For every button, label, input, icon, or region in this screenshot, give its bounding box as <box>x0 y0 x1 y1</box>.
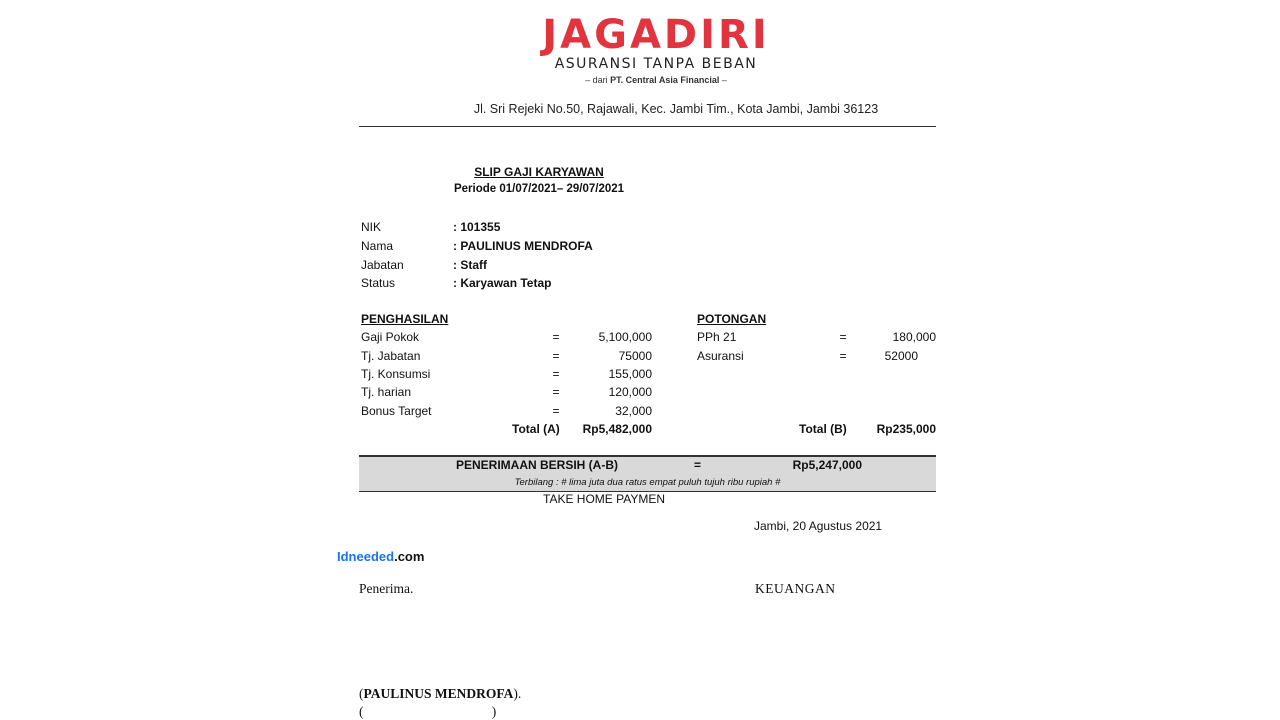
receiver-name: PAULINUS MENDROFA <box>363 686 514 701</box>
deduction-amount-pph21: 180,000 <box>892 330 936 344</box>
byline-company: PT. Central Asia Financial <box>610 75 720 85</box>
info-value-nik: : 101355 <box>453 220 501 234</box>
net-pay-amount: Rp5,247,000 <box>792 458 862 472</box>
income-amount-tj-harian: 120,000 <box>608 385 652 399</box>
income-amount-bonus-target: 32,000 <box>615 404 652 418</box>
income-amount-tj-konsumsi: 155,000 <box>608 367 652 381</box>
deduction-label-pph21: PPh 21 <box>697 330 737 344</box>
byline-suffix: – <box>719 75 727 85</box>
slip-period: Periode 01/07/2021– 29/07/2021 <box>453 183 625 195</box>
income-label-tj-jabatan: Tj. Jabatan <box>361 349 421 363</box>
terbilang-text: Terbilang : # lima juta dua ratus empat puluh tujuh ribu rupiah # <box>514 477 781 488</box>
income-label-bonus-target: Bonus Target <box>361 404 432 418</box>
header-divider <box>359 126 936 127</box>
finance-label: KEUANGAN <box>755 581 836 596</box>
income-eq: = <box>552 330 560 344</box>
income-label-gaji-pokok: Gaji Pokok <box>361 330 420 344</box>
receiver-label: Penerima. <box>359 581 414 596</box>
company-logo: JAGADIRI <box>542 12 770 58</box>
info-label-nik: NIK <box>361 220 382 234</box>
site-watermark <box>337 549 424 564</box>
net-pay-label: PENERIMAAN BERSIH (A-B) <box>456 458 618 472</box>
income-eq: = <box>552 385 560 399</box>
deduction-amount-asuransi: 52000 <box>884 349 918 363</box>
net-pay-eq: = <box>694 458 702 472</box>
deductions-heading: POTONGAN <box>697 312 767 326</box>
income-amount-gaji-pokok: 5,100,000 <box>598 330 652 344</box>
deduction-eq: = <box>839 330 847 344</box>
watermark-part-b: .com <box>394 549 425 564</box>
info-value-nama: : PAULINUS MENDROFA <box>453 239 593 253</box>
receiver-signature-name <box>359 686 521 702</box>
info-label-nama: Nama <box>361 239 394 253</box>
slip-title: SLIP GAJI KARYAWAN <box>474 165 604 179</box>
company-address: Jl. Sri Rejeki No.50, Rajawali, Kec. Jambi Tim., Kota Jambi, Jambi 36123 <box>473 102 879 116</box>
deduction-label-asuransi: Asuransi <box>697 349 744 363</box>
blank-signature-line: ( ) <box>359 704 497 719</box>
income-heading: PENGHASILAN <box>361 312 449 326</box>
deductions-total-amount: Rp235,000 <box>876 422 936 436</box>
income-amount-tj-jabatan: 75000 <box>618 349 652 363</box>
deduction-eq: = <box>839 349 847 363</box>
issue-date: Jambi, 20 Agustus 2021 <box>754 519 883 533</box>
close-paren: ). <box>513 686 522 701</box>
company-tagline: ASURANSI TANPA BEBAN <box>554 56 758 72</box>
income-label-tj-konsumsi: Tj. Konsumsi <box>361 367 431 381</box>
byline-prefix: – dari <box>585 75 611 85</box>
info-label-status: Status <box>361 276 396 290</box>
deductions-total-label: Total (B) <box>799 422 847 436</box>
income-eq: = <box>552 367 560 381</box>
take-home-pay-label: TAKE HOME PAYMEN <box>543 492 666 506</box>
income-eq: = <box>552 349 560 363</box>
info-value-jabatan: : Staff <box>453 258 487 272</box>
open-paren: ( <box>359 686 364 701</box>
income-total-label: Total (A) <box>512 422 560 436</box>
info-value-status: : Karyawan Tetap <box>453 276 552 290</box>
income-total-amount: Rp5,482,000 <box>582 422 652 436</box>
income-eq: = <box>552 404 560 418</box>
income-label-tj-harian: Tj. harian <box>361 385 412 399</box>
company-byline <box>0 75 1280 85</box>
info-label-jabatan: Jabatan <box>361 258 404 272</box>
watermark-part-a: Idneeded <box>337 549 395 564</box>
